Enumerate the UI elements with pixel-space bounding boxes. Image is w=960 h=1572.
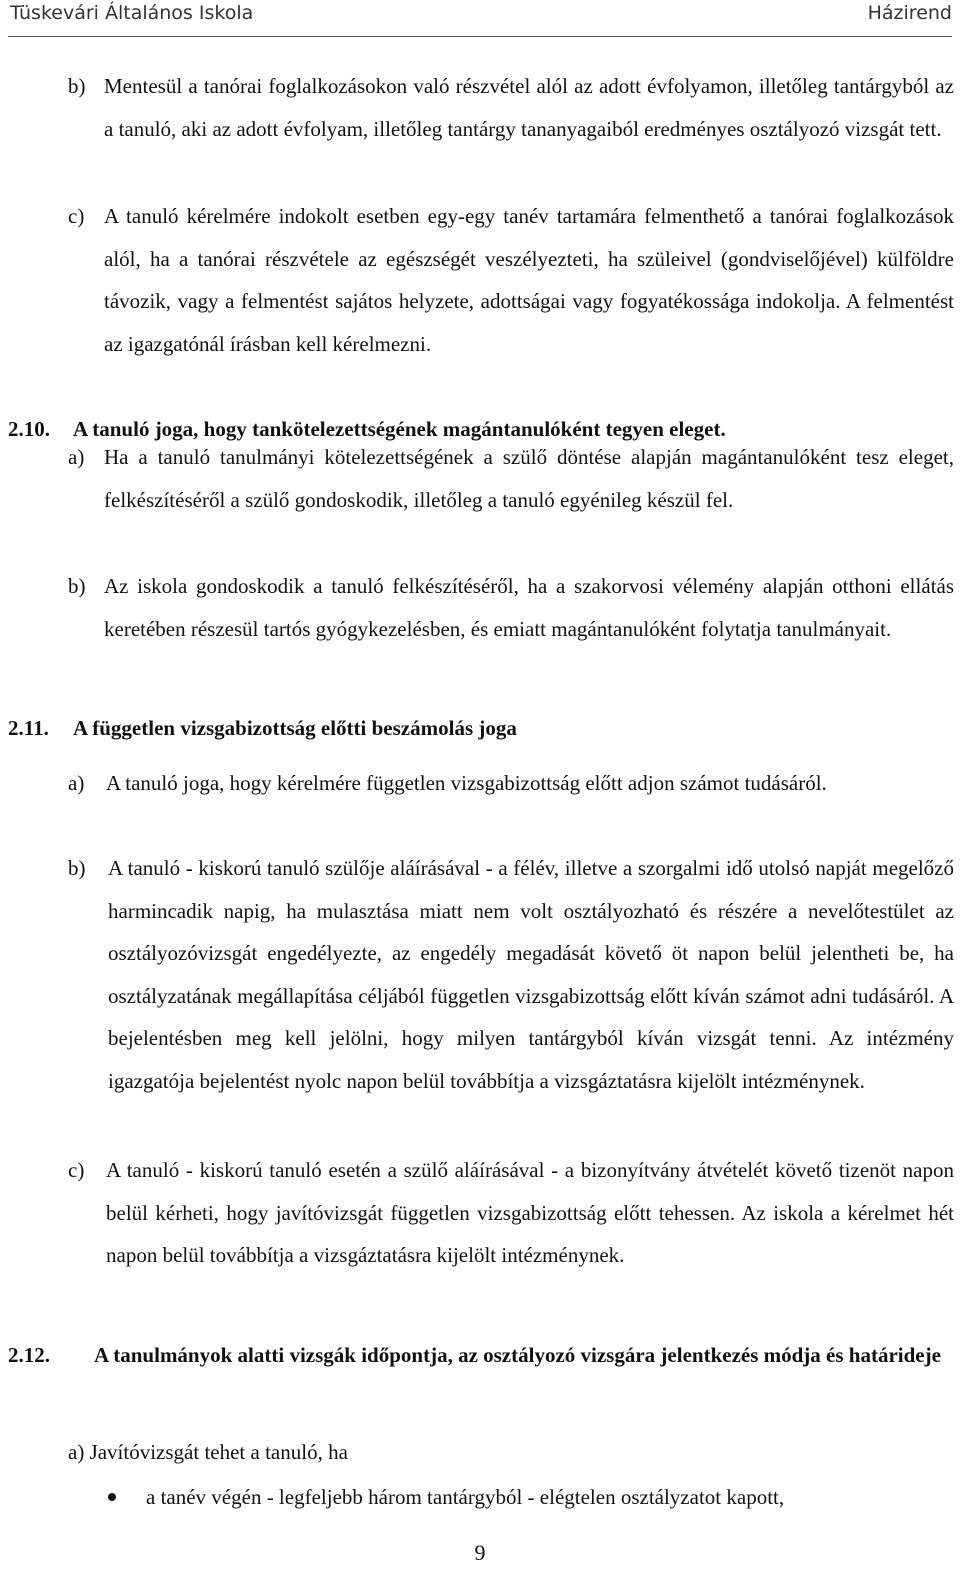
bullet-text: a tanév végén - legfeljebb három tantárgyból - elégtelen osztályzatot kapott, (146, 1485, 785, 1509)
item-text: A tanuló - kiskorú tanuló szülője aláírásával - a félév, illetve a szorgalmi idő utolsó napját megelőző harmincadik napig, ha mulasztása miatt nem volt osztályozható és részére a nevelőtestület az osztályozóvizsgát engedélyezte, az engedély megadását követő öt napon belül jelentheti be, ha osztályzatának megállapítása céljából független vizsgabizottság előtt kíván számot adni tudásáról. A bejelentésben meg kell jelölni, hogy milyen tantárgyból kíván vizsgát tenni. Az intézmény igazgatója bejelentést nyolc napon belül továbbítja a vizsgáztatásra kijelölt intézménynek. (108, 856, 954, 1093)
item-text: a) Javítóvizsgát tehet a tanuló, ha (68, 1440, 348, 1464)
list-item-b (68, 65, 954, 150)
section-number: 2.11. (8, 716, 49, 740)
page-header (0, 0, 960, 34)
item-label: b) (68, 856, 86, 880)
item-text: A tanuló kérelmére indokolt esetben egy-egy tanév tartamára felmenthető a tanórai foglalkozások alól, ha a tanórai részvétele az egészségét veszélyezteti, ha szüleivel (gondviselőjével) külföldre távozik, vagy a felmentést sajátos helyzete, adottságai vagy fogyatékossága indokolja. A felmentést az igazgatónál írásban kell kérelmezni. (104, 204, 954, 356)
bullet-item (108, 1476, 954, 1519)
section-heading-2-12 (8, 1334, 954, 1377)
item-text: A tanuló - kiskorú tanuló esetén a szülő aláírásával - a bizonyítvány átvételét követő tizenöt napon belül kérheti, hogy javítóvizsgát független vizsgabizottság előtt tehessen. Az iskola a kérelmet hét napon belül továbbítja a vizsgáztatásra kijelölt intézménynek. (106, 1158, 954, 1267)
header-document-title: Házirend (867, 2, 952, 24)
item-label: c) (68, 1158, 85, 1182)
item-label: a) (68, 445, 85, 469)
item-text: Ha a tanuló tanulmányi kötelezettségének a szülő döntése alapján magántanulóként tesz eleget, felkészítéséről a szülő gondoskodik, illetőleg a tanuló egyénileg készül fel. (104, 445, 954, 512)
section-heading-2-11 (8, 707, 954, 750)
item-text: Mentesül a tanórai foglalkozásokon való részvétel alól az adott évfolyamon, illetőleg tantárgyból az a tanuló, aki az adott évfolyam, illetőleg tantárgy tananyagaiból eredményes osztályozó vizsgát tett. (104, 74, 954, 141)
section-number: 2.12. (8, 1343, 50, 1367)
list-item-a (68, 436, 954, 521)
item-text: A tanuló joga, hogy kérelmére független vizsgabizottság előtt adjon számot tudásáról. (106, 771, 827, 795)
item-label: c) (68, 204, 85, 228)
section-title: A független vizsgabizottság előtti beszámolás joga (73, 716, 517, 740)
item-text: Az iskola gondoskodik a tanuló felkészítéséről, ha a szakorvosi vélemény alapján otthoni ellátás keretében részesül tartós gyógykezelésben, és emiatt magántanulóként folytatja tanulmányait. (104, 574, 954, 641)
bullet-dot-icon (108, 1493, 116, 1501)
item-label: b) (68, 574, 86, 598)
list-item-b (68, 847, 954, 1102)
header-school-name: Tüskevári Általános Iskola (10, 2, 254, 24)
header-divider (8, 36, 952, 37)
list-item-c (68, 195, 954, 365)
list-item-a (68, 762, 954, 805)
section-number: 2.10. (8, 417, 50, 441)
section-title: A tanulmányok alatti vizsgák időpontja, az osztályozó vizsgára jelentkezés módja és határideje (94, 1343, 941, 1367)
list-item-b (68, 565, 954, 650)
list-item-c (68, 1149, 954, 1277)
list-item-a (68, 1431, 954, 1474)
page-number: 9 (474, 1540, 486, 1565)
item-label: b) (68, 74, 86, 98)
section-title: A tanuló joga, hogy tankötelezettségének magántanulóként tegyen eleget. (73, 417, 726, 441)
item-label: a) (68, 771, 85, 795)
